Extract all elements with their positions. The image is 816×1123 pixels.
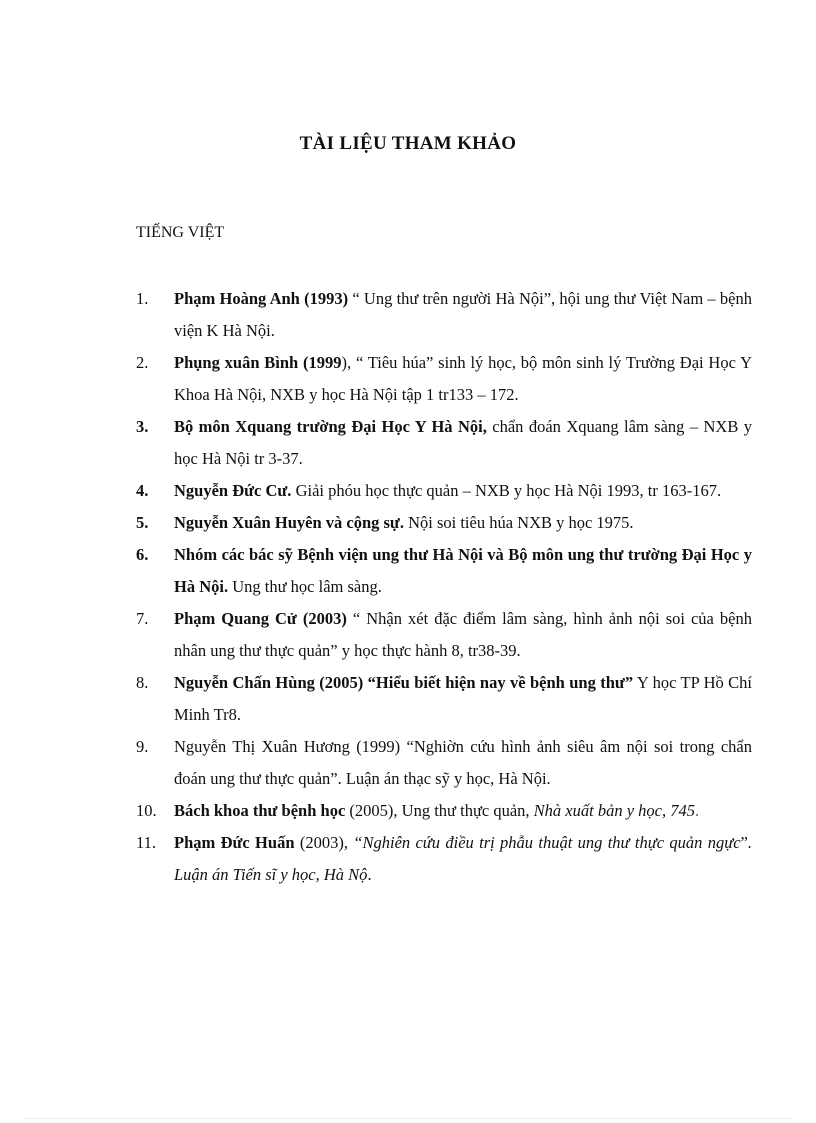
reference-author: Nguyễn Chấn Hùng (2005) “Hiểu biết hiện nay về bệnh ung thư”: [174, 673, 634, 692]
reference-author: Phạm Quang Cử (2003): [174, 609, 347, 628]
reference-author: Phụng xuân Bình (1999: [174, 353, 342, 372]
reference-text: (2005), Ung thư thực quản,: [345, 801, 534, 820]
reference-item: [136, 411, 752, 475]
reference-text: ”: [740, 833, 748, 852]
reference-text: Nội soi tiêu húa NXB y học 1975.: [403, 513, 634, 532]
reference-publisher: Nhà xuất bản y học, 745: [533, 801, 695, 820]
reference-item: [136, 603, 752, 667]
page-bottom-divider: [25, 1118, 791, 1119]
reference-list: [136, 283, 752, 891]
reference-item: [136, 475, 752, 507]
reference-item: [136, 827, 752, 891]
reference-text: (2003),: [294, 833, 354, 852]
reference-number: 2.: [136, 353, 149, 372]
section-heading: TIẾNG VIỆT: [136, 224, 225, 241]
reference-title: “Nghiên cứu điều trị phẫu thuật ung thư thực quản ngực: [353, 833, 741, 852]
reference-author: Phạm Hoàng Anh (1993): [174, 289, 349, 308]
reference-author: Nguyễn Đức Cư.: [174, 481, 292, 500]
reference-text: “ Ung thư trên người Hà Nội”, hội ung thư Việt Nam – bệnh viện K Hà Nội.: [174, 289, 752, 340]
reference-end: .: [694, 801, 700, 820]
reference-number: 11.: [136, 833, 157, 852]
reference-end: .: [367, 865, 372, 884]
reference-number: 9.: [136, 737, 149, 756]
reference-author: Nhóm các bác sỹ Bệnh viện ung thư Hà Nội và Bộ môn ung thư trường Đại Học y Hà Nội.: [174, 545, 752, 596]
reference-item: [136, 507, 752, 539]
reference-publisher: . Luận án Tiến sĩ y học, Hà Nộ: [174, 833, 752, 884]
reference-number: 10.: [136, 801, 157, 820]
reference-number: 3.: [136, 417, 149, 436]
reference-text: Nguyễn Thị Xuân Hương (1999) “Nghiờn cứu hình ảnh siêu âm nội soi trong chẩn đoán ung thư thực quản”. Luận án thạc sỹ y học, Hà Nội.: [174, 737, 752, 788]
reference-item: [136, 731, 752, 795]
reference-number: 7.: [136, 609, 149, 628]
reference-text: “ Nhận xét đặc điểm lâm sàng, hình ảnh nội soi của bệnh nhân ung thư thực quản” y học thực hành 8, tr38-39.: [174, 609, 752, 660]
reference-author: Phạm Đức Huấn: [174, 833, 295, 852]
reference-author: Nguyễn Xuân Huyên và cộng sự.: [174, 513, 404, 532]
reference-item: [136, 795, 752, 827]
reference-number: 4.: [136, 481, 149, 500]
reference-item: [136, 347, 752, 411]
reference-item: [136, 283, 752, 347]
reference-text: Y học TP Hồ Chí Minh Tr8.: [174, 673, 752, 724]
reference-number: 8.: [136, 673, 149, 692]
reference-text: Giải phóu học thực quản – NXB y học Hà Nội 1993, tr 163-167.: [291, 481, 722, 500]
reference-text: ), “ Tiêu húa” sinh lý học, bộ môn sinh lý Trường Đại Học Y Khoa Hà Nội, NXB y học Hà Nội tập 1 tr133 – 172.: [174, 353, 753, 404]
reference-item: [136, 539, 752, 603]
reference-number: 1.: [136, 289, 149, 308]
reference-author: Bách khoa thư bệnh học: [174, 801, 346, 820]
page-title: TÀI LIỆU THAM KHẢO: [299, 133, 517, 154]
reference-item: [136, 667, 752, 731]
reference-number: 6.: [136, 545, 149, 564]
reference-author: Bộ môn Xquang trường Đại Học Y Hà Nội,: [174, 417, 487, 436]
reference-text: Ung thư học lâm sàng.: [228, 577, 382, 596]
reference-text: chẩn đoán Xquang lâm sàng – NXB y học Hà Nội tr 3-37.: [174, 417, 752, 468]
reference-number: 5.: [136, 513, 149, 532]
